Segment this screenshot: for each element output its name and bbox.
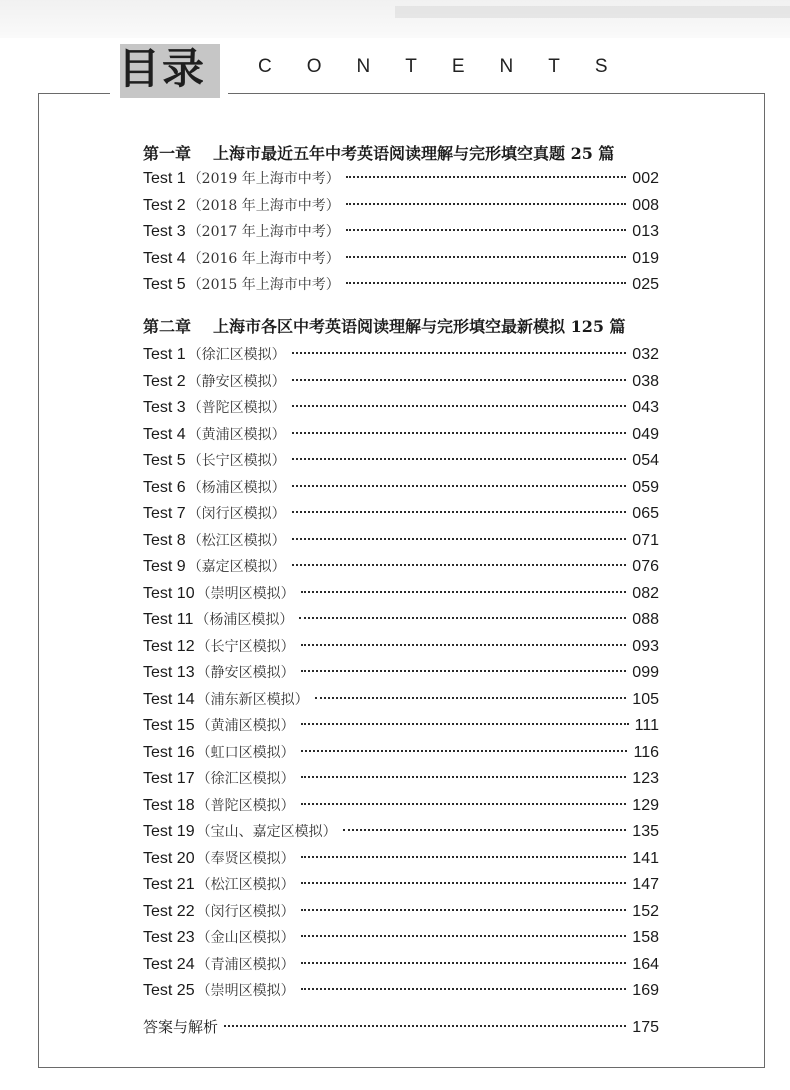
toc-entry[interactable] [143, 662, 659, 684]
entry-source: （2018 年上海市中考） [187, 197, 340, 214]
entry-source: （奉贤区模拟） [196, 850, 295, 867]
entry-test: Test 21 [143, 876, 195, 893]
toc-entry[interactable] [143, 556, 659, 578]
leader-dots [301, 882, 627, 884]
entry-test: Test 2 [143, 196, 186, 214]
leader-dots [301, 909, 627, 911]
entry-page: 088 [632, 611, 659, 628]
leader-dots [292, 511, 627, 513]
entry-test: Test 4 [143, 425, 186, 443]
toc-entry[interactable] [143, 248, 659, 270]
page-title-cn: 目录 [118, 44, 207, 93]
toc-entry[interactable] [143, 397, 659, 419]
entry-page: 049 [632, 425, 659, 443]
entry-page: 164 [632, 955, 659, 973]
entry-source: （徐汇区模拟） [187, 347, 286, 363]
entry-test: Test 17 [143, 770, 195, 787]
entry-test: Test 1 [143, 346, 186, 363]
leader-dots [301, 591, 627, 593]
leader-dots [301, 988, 627, 990]
toc-entry[interactable] [143, 609, 659, 631]
entry-page: 099 [632, 664, 659, 681]
leader-dots [343, 829, 627, 831]
entry-source: （长宁区模拟） [196, 638, 295, 655]
entry-source: （虹口区模拟） [196, 744, 295, 761]
leader-dots [292, 352, 627, 354]
leader-dots [301, 723, 629, 725]
entry-test: Test 3 [143, 223, 186, 240]
entry-page: 076 [632, 558, 659, 575]
entry-source: （2019 年上海市中考） [187, 171, 340, 187]
entry-source: （崇明区模拟） [196, 983, 295, 999]
leader-dots [301, 750, 628, 752]
entry-test: Test 13 [143, 664, 195, 681]
toc-entry[interactable] [143, 901, 659, 923]
toc-entry[interactable] [143, 424, 659, 446]
entry-test: Test 6 [143, 478, 186, 496]
leader-dots [292, 458, 627, 460]
entry-test: Test 22 [143, 902, 195, 920]
leader-dots [292, 538, 627, 540]
leader-dots [301, 935, 627, 937]
toc-entry[interactable] [143, 503, 659, 525]
entry-source: （青浦区模拟） [196, 956, 295, 973]
entry-source: （静安区模拟） [196, 665, 295, 681]
entry-page: 019 [632, 249, 659, 267]
entry-test: Test 24 [143, 955, 195, 973]
entry-source: （黄浦区模拟） [196, 718, 295, 734]
entry-test: Test 12 [143, 637, 195, 655]
toc-entry[interactable] [143, 195, 659, 217]
entry-test: Test 1 [143, 170, 186, 187]
entry-page: 093 [632, 637, 659, 655]
entry-test: Test 5 [143, 276, 186, 293]
entry-page: 158 [632, 929, 659, 946]
entry-source: （宝山、嘉定区模拟） [196, 824, 337, 840]
leader-dots [292, 405, 627, 407]
toc-entry[interactable] [143, 636, 659, 658]
toc-entry[interactable] [143, 742, 659, 764]
entry-source: （静安区模拟） [187, 373, 286, 390]
chapter-2-heading [143, 316, 626, 338]
answers-label: 答案与解析 [143, 1018, 219, 1036]
leader-dots [346, 203, 627, 205]
toc-entry[interactable] [143, 768, 659, 790]
entry-test: Test 19 [143, 823, 195, 840]
leader-dots [224, 1025, 626, 1027]
toc-entry[interactable] [143, 980, 659, 1002]
chapter-2-number: 第二章 [143, 317, 192, 336]
leader-dots [346, 282, 627, 284]
leader-dots [315, 697, 627, 699]
entry-test: Test 5 [143, 452, 186, 469]
entry-test: Test 2 [143, 372, 186, 390]
leader-dots [292, 432, 627, 434]
entry-page: 008 [632, 196, 659, 214]
entry-test: Test 3 [143, 399, 186, 416]
toc-entry[interactable] [143, 715, 659, 737]
entry-source: （浦东新区模拟） [196, 691, 309, 708]
entry-page: 043 [632, 399, 659, 416]
leader-dots [346, 176, 627, 178]
entry-test: Test 20 [143, 849, 195, 867]
toc-entry[interactable] [143, 954, 659, 976]
toc-entry[interactable] [143, 530, 659, 552]
leader-dots [292, 485, 627, 487]
chapter-2-title: 上海市各区中考英语阅读理解与完形填空最新模拟 125 篇 [213, 317, 626, 336]
entry-source: （普陀区模拟） [187, 400, 286, 416]
chapter-1-number: 第一章 [143, 144, 192, 163]
entry-page: 141 [632, 849, 659, 867]
entry-source: （金山区模拟） [196, 930, 295, 946]
leader-dots [346, 229, 627, 231]
entry-source: （闵行区模拟） [187, 506, 286, 522]
entry-source: （闵行区模拟） [196, 903, 295, 920]
leader-dots [301, 803, 627, 805]
toc-entry[interactable] [143, 450, 659, 472]
entry-source: （松江区模拟） [196, 877, 295, 893]
toc-entry[interactable] [143, 795, 659, 817]
entry-test: Test 8 [143, 531, 186, 549]
leader-dots [292, 379, 627, 381]
toc-entry[interactable] [143, 821, 659, 843]
entry-test: Test 16 [143, 743, 195, 761]
entry-source: （杨浦区模拟） [187, 479, 286, 496]
toc-entry[interactable] [143, 848, 659, 870]
entry-source: （黄浦区模拟） [187, 426, 286, 443]
toc-entry[interactable] [143, 583, 659, 605]
entry-page: 025 [632, 276, 659, 293]
entry-source: （2017 年上海市中考） [187, 224, 340, 240]
toc-entry[interactable] [143, 168, 659, 190]
leader-dots [301, 962, 627, 964]
toc-entry[interactable] [143, 477, 659, 499]
entry-source: （松江区模拟） [187, 532, 286, 549]
leader-dots [301, 776, 627, 778]
leader-dots [299, 617, 626, 619]
entry-test: Test 14 [143, 690, 195, 708]
entry-page: 111 [634, 717, 659, 734]
entry-page: 116 [633, 743, 659, 761]
entry-page: 054 [632, 452, 659, 469]
entry-source: （崇明区模拟） [196, 585, 295, 602]
entry-page: 071 [632, 531, 659, 549]
entry-test: Test 4 [143, 249, 186, 267]
toc-entry[interactable] [143, 371, 659, 393]
leader-dots [301, 856, 627, 858]
entry-page: 082 [632, 584, 659, 602]
entry-test: Test 25 [143, 982, 195, 999]
toc-entry[interactable] [143, 274, 659, 296]
toc-entry-answers[interactable] [143, 1016, 659, 1038]
toc-entry[interactable] [143, 874, 659, 896]
entry-page: 135 [632, 823, 659, 840]
leader-dots [292, 564, 627, 566]
entry-test: Test 23 [143, 929, 195, 946]
toc-entry[interactable] [143, 344, 659, 366]
leader-dots [301, 644, 627, 646]
entry-page: 169 [632, 982, 659, 999]
entry-page: 129 [632, 796, 659, 814]
entry-page: 152 [632, 902, 659, 920]
entry-page: 032 [632, 346, 659, 363]
entry-source: （徐汇区模拟） [196, 771, 295, 787]
entry-page: 038 [632, 372, 659, 390]
answers-page: 175 [632, 1019, 659, 1036]
entry-test: Test 9 [143, 558, 186, 575]
top-stripe [395, 6, 790, 18]
entry-source: （普陀区模拟） [196, 797, 295, 814]
entry-test: Test 11 [143, 611, 194, 628]
entry-test: Test 18 [143, 796, 195, 814]
entry-page: 105 [632, 690, 659, 708]
entry-source: （嘉定区模拟） [187, 559, 286, 575]
entry-source: （长宁区模拟） [187, 453, 286, 469]
entry-page: 065 [632, 505, 659, 522]
entry-page: 059 [632, 478, 659, 496]
entry-source: （杨浦区模拟） [195, 612, 294, 628]
leader-dots [346, 256, 627, 258]
entry-page: 147 [632, 876, 659, 893]
entry-page: 123 [632, 770, 659, 787]
entry-test: Test 10 [143, 584, 195, 602]
toc-entry[interactable] [143, 927, 659, 949]
toc-entry[interactable] [143, 221, 659, 243]
entry-page: 013 [632, 223, 659, 240]
entry-source: （2016 年上海市中考） [187, 250, 340, 267]
entry-test: Test 7 [143, 505, 186, 522]
entry-source: （2015 年上海市中考） [187, 277, 340, 293]
toc-entry[interactable] [143, 689, 659, 711]
chapter-1-heading [143, 143, 614, 165]
leader-dots [301, 670, 627, 672]
page-title-en: CONTENTS [258, 56, 643, 77]
entry-test: Test 15 [143, 717, 195, 734]
chapter-1-title: 上海市最近五年中考英语阅读理解与完形填空真题 25 篇 [213, 144, 615, 163]
entry-page: 002 [632, 170, 659, 187]
